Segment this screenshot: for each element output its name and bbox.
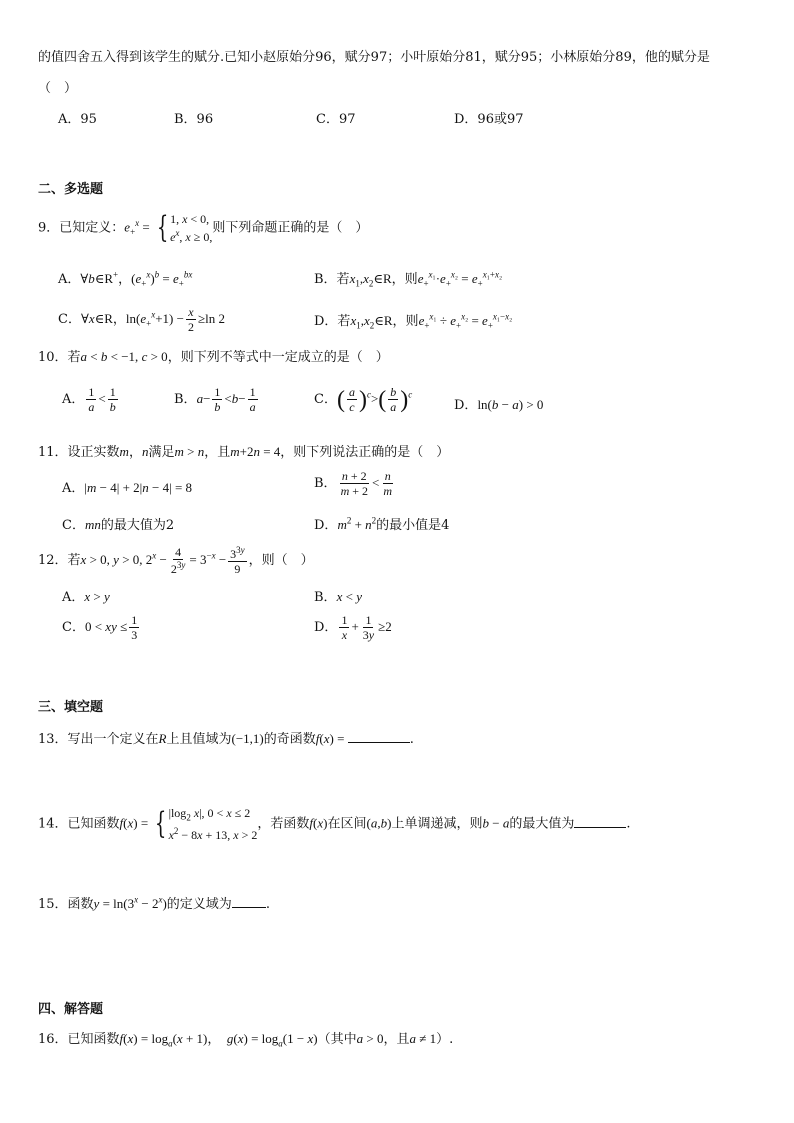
q14-answer-blank[interactable]	[574, 827, 626, 828]
q11-option-a[interactable]: A．|m − 4| + 2|n − 4| = 8	[62, 480, 193, 496]
q9-option-b[interactable]: B．若$x_1,x_2\in R$，则$e_+^{x_1}\cdot e_+^{x_2} = e_+^{x_1+x_2}$	[314, 269, 503, 289]
q8-option-b[interactable]: B．96	[174, 112, 214, 127]
q12-stem: 12．若x > 0, y > 0, $2^x$ − $\frac{4}{2^{3y}}$ = $3^{-x}$ − $\frac{3^{3y}}{9}$ ，则（ ）	[38, 545, 314, 576]
q9-stem-tail: 则下列命题正确的是（ ）	[212, 220, 369, 236]
q11-option-c[interactable]: C．mn的最大值为2	[62, 517, 175, 533]
q8-stem-line2: （ ）	[38, 81, 78, 96]
q10-stem: 10．若a < b < −1, c > 0，则下列不等式中一定成立的是（ ）	[38, 349, 389, 365]
q11-stem: 11．设正实数m，n满足m > n，且m+2n = 4，则下列说法正确的是（ ）	[38, 444, 450, 460]
q8-option-d[interactable]: D．96或97	[454, 112, 524, 127]
q15-answer-blank[interactable]	[232, 907, 266, 908]
q9-option-d[interactable]: D．若$x_1,x_2\in R$，则$e_+^{x_1} \div e_+^{x_2} = e_+^{x_1-x_2}$	[314, 311, 513, 331]
q13-answer-blank[interactable]	[348, 742, 410, 743]
q9-number: 9．已知定义：	[38, 220, 125, 236]
q8-option-a[interactable]: A．95	[58, 112, 97, 127]
q11-option-d[interactable]: D．$m^2 + n^2$的最小值是4	[314, 515, 450, 533]
q9-option-c[interactable]: C．∀x∈R，$\ln(e_+^x+1)$ − $\frac{x}{2}$ ≥ln 2	[58, 305, 225, 334]
q10-option-c[interactable]: C．( $\frac{a}{c}$ )$^c$>( $\frac{b}{a}$ )$^c$	[314, 385, 413, 414]
q8-stem-line1: 的值四舍五入得到该学生的赋分.已知小赵原始分96，赋分97；小叶原始分81，赋分95；小林原始分89，他的赋分是	[38, 50, 710, 65]
section-fill-in: 三、填空题	[38, 700, 104, 715]
q10-option-d[interactable]: D．ln(b − a) > 0	[454, 397, 544, 413]
q13-stem: 13．写出一个定义在R上且值域为(−1,1)的奇函数f(x) = .	[38, 731, 414, 747]
q9-option-a[interactable]: A．∀b∈R+，$(e_+^x)^b = e_+^{bx}$	[58, 269, 193, 289]
q9-stem: 9．已知定义：$e_+^x$ = { 1, x < 0, $e^x$, x ≥ 0, 则下列命题正确的是（ ）	[38, 210, 369, 245]
section-multi-choice: 二、多选题	[38, 182, 104, 197]
q12-option-b[interactable]: B．x < y	[314, 589, 362, 605]
q11-option-b[interactable]: B． $\frac{n + 2}{m + 2}$ < $\frac{n}{m}$	[314, 469, 393, 498]
q10-option-b[interactable]: B．a− $\frac{1}{b}$ <b− $\frac{1}{a}$	[174, 385, 256, 414]
q14-stem: 14．已知函数f(x) = { $|\log_2$ x|, 0 < x ≤ 2 $x^2 - 8x + 13$, x > 2 ，若函数f(x)在区间(a,b)上单调递减，则b − a的最大值为 .	[38, 806, 631, 843]
q8-option-c[interactable]: C．97	[316, 112, 356, 127]
q10-option-a[interactable]: A． $\frac{1}{a}$ < $\frac{1}{b}$	[62, 385, 116, 414]
q15-stem: 15．函数$y = \ln(3^x - 2^x)$的定义域为 .	[38, 894, 270, 912]
q12-option-c[interactable]: C．0 < xy ≤ $\frac{1}{3}$	[62, 613, 138, 642]
q12-option-a[interactable]: A．x > y	[62, 589, 110, 605]
q12-option-d[interactable]: D． $\frac{1}{x}$ + $\frac{1}{3y}$ ≥2	[314, 613, 392, 642]
q16-stem: 16．已知函数$f(x) = \log_a(x + 1)$， $g(x) = \log_a(1 - x)$（其中a > 0，且a ≠ 1）.	[38, 1031, 454, 1049]
section-solve: 四、解答题	[38, 1002, 104, 1017]
